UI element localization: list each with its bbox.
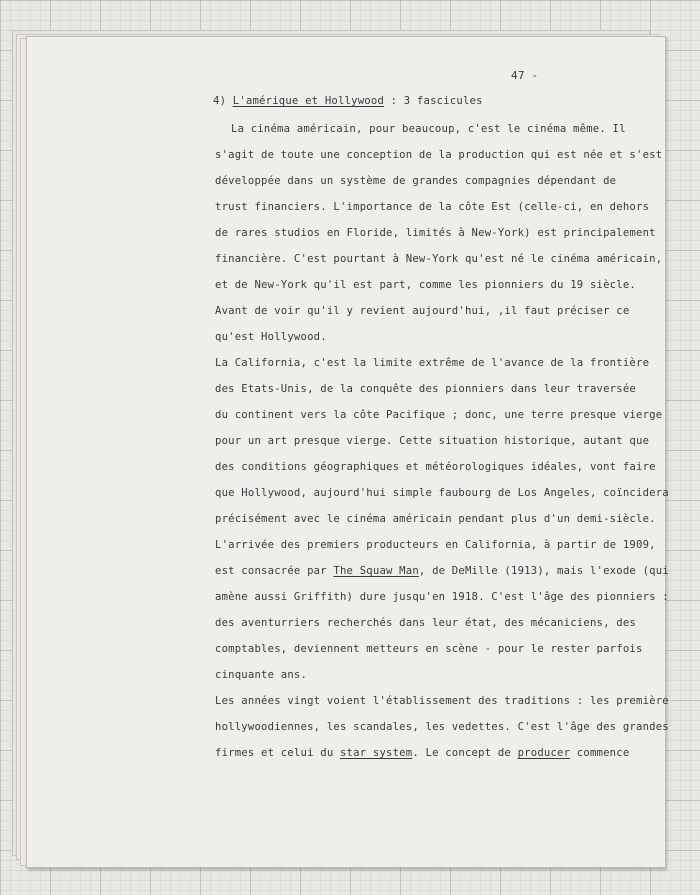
section-heading: 4) L'amérique et Hollywood : 3 fascicules xyxy=(213,95,483,107)
typewritten-page xyxy=(26,36,669,868)
text-line: précisément avec le cinéma américain pendant plus d'un demi-siècle. xyxy=(215,513,656,525)
text-line: pour un art presque vierge. Cette situation historique, autant que xyxy=(215,435,650,447)
text-line: trust financiers. L'importance de la côte Est (celle-ci, en dehors xyxy=(215,201,650,213)
text-line: s'agit de toute une conception de la production qui est née et s'est xyxy=(215,149,663,161)
text-line: des Etats-Unis, de la conquête des pionniers dans leur traversée xyxy=(215,383,636,395)
text-line: amène aussi Griffith) dure jusqu'en 1918. C'est l'âge des pionniers : xyxy=(215,591,669,603)
text-line: Les années vingt voient l'établissement des traditions : les première xyxy=(215,695,669,707)
text-line: de rares studios en Floride, limités à New-York) est principalement xyxy=(215,227,656,239)
text-line: et de New-York qu'il est part, comme les pionniers du 19 siècle. xyxy=(215,279,636,291)
page-text xyxy=(27,37,669,867)
text-line: développée dans un système de grandes compagnies dépendant de xyxy=(215,175,617,187)
text-line: L'arrivée des premiers producteurs en California, à partir de 1909, xyxy=(215,539,656,551)
text-line: financière. C'est pourtant à New-York qu'est né le cinéma américain, xyxy=(215,253,663,265)
film-title: The Squaw Man xyxy=(333,565,419,577)
text-line: hollywoodiennes, les scandales, les vedettes. C'est l'âge des grandes xyxy=(215,721,669,733)
text-line: comptables, deviennent metteurs en scène - pour le rester parfois xyxy=(215,643,643,655)
text-line: que Hollywood, aujourd'hui simple faubourg de Los Angeles, coïncidera xyxy=(215,487,669,499)
text-line: est consacrée par The Squaw Man, de DeMille (1913), mais l'exode (qui xyxy=(215,565,669,577)
star-system-term: star system xyxy=(339,747,413,759)
text-line: La California, c'est la limite extrême de l'avance de la frontière xyxy=(215,357,650,369)
text-line: des aventurriers recherchés dans leur état, des mécaniciens, des xyxy=(215,617,636,629)
text-line: qu'est Hollywood. xyxy=(215,331,327,343)
page-number: 47 - xyxy=(511,69,539,82)
text-line: du continent vers la côte Pacifique ; donc, une terre presque vierge xyxy=(215,409,663,421)
heading-title: L'amérique et Hollywood xyxy=(232,95,385,107)
text-line: cinquante ans. xyxy=(215,669,308,681)
text-line: La cinéma américain, pour beaucoup, c'est le cinéma même. Il xyxy=(231,123,626,135)
text-line: des conditions géographiques et météorologiques idéales, vont faire xyxy=(215,461,656,473)
text-line: firmes et celui du star system. Le concept de producer commence xyxy=(215,747,630,759)
producer-term: producer xyxy=(517,747,571,759)
text-line: Avant de voir qu'il y revient aujourd'hui, ,il faut préciser ce xyxy=(215,305,630,317)
